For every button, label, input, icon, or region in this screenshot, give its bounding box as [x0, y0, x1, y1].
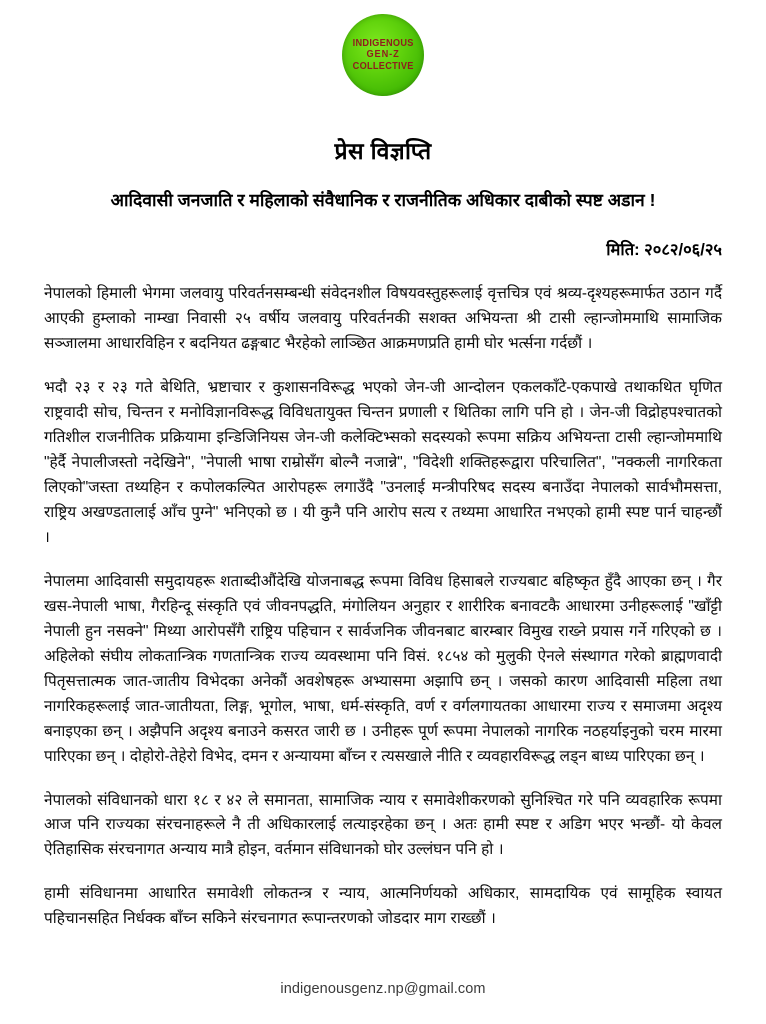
contact-email[interactable]: indigenousgenz.np@gmail.com [280, 981, 486, 997]
logo-header [0, 0, 766, 96]
paragraph-2: भदौ २३ र २३ गते बेथिति, भ्रष्टाचार र कुशासनविरूद्ध भएको जेन-जी आन्दोलन एकलकाँटे-एकपाखे तथाकथित घृणित राष्ट्रवादी सोच, चिन्तन र मनोविज्ञानविरूद्ध विविधतायुक्त चिन्तन प्रणाली र थितिका लागि पनि हो । जेन-जी विद्रोहपश्चातको गतिशील राजनीतिक प्रक्रियामा इन्डिजिनियस जेन-जी कलेक्टिभ्सको सदस्यको रूपमा सक्रिय अभियन्ता टासी ल्हान्जोममाथि "हेर्दै नेपालीजस्तो नदेखिने", "नेपाली भाषा राम्रोसँग बोल्नै नजान्ने", "विदेशी शक्तिहरूद्वारा परिचालित", "नक्कली नागरिकता लिएको"जस्ता तथ्यहिन र कपोलकल्पित आरोपहरू लगाउँदै "उनलाई मन्त्रीपरिषद सदस्य बनाउँदा नेपालको सार्वभौमसत्ता, राष्ट्रिय अखण्डतालाई आँच पुग्ने" भनिएको छ । यी कुनै पनि आरोप सत्य र तथ्यमा आधारित नभएको हामी स्पष्ट पार्न चाहन्छौं । [44, 379, 722, 546]
logo-line-1: INDIGENOUS [352, 38, 414, 50]
organization-logo-icon [342, 14, 424, 96]
paragraph-3: नेपालमा आदिवासी समुदायहरू शताब्दीऔंदेखि योजनाबद्ध रूपमा विविध हिसाबले राज्यबाट बहिष्कृत हुँदै आएका छन् । गैर खस-नेपाली भाषा, गैरहिन्दू संस्कृति एवं जीवनपद्धति, मंगोलियन अनुहार र शारीरिक बनावटकै आधारमा उनीहरूलाई "खाँट्टी नेपाली हुन नसक्ने" मिथ्या आरोपसँगै राष्ट्रिय पहिचान र सार्वजनिक जीवनबाट बारम्बार विमुख राख्ने प्रयास गर्ने गरिएको छ । अहिलेको संघीय लोकतान्त्रिक गणतान्त्रिक राज्य व्यवस्थामा पनि विसं. १८५४ को मुलुकी ऐनले संस्थागत गरेको ब्राह्मणवादी पितृसत्तात्मक जात-जातीय विभेदका अनेकौं अवशेषहरू अभ्यासमा अझापि छन् । जसको कारण आदिवासी महिला तथा नागरिकहरूलाई जात-जातीयता, लिङ्ग, भूगोल, भाषा, धर्म-संस्कृति, वर्ण र वर्गलगायतका आधारमा राज्य र समाजमा अदृश्य बनाइएका छन् । अझैपनि अदृश्य बनाउने कसरत जारी छ । उनीहरू पूर्ण रूपमा नेपालको नागरिक नठहर्याइनुको चरम मारमा पारिएका छन् । दोहोरो-तेहेरो विभेद, दमन र अन्यायमा बाँच्न र त्यसखाले नीति र व्यवहारविरूद्ध लड्न बाध्य पारिएका छन् । [44, 572, 722, 765]
document-footer [0, 980, 766, 998]
logo-line-3: COLLECTIVE [352, 60, 414, 72]
document-subtitle: आदिवासी जनजाति र महिलाको संवैधानिक र राजनीतिक अधिकार दाबीको स्पष्ट अडान ! [110, 190, 656, 210]
body-text [44, 282, 722, 932]
paragraph-5: हामी संविधानमा आधारित समावेशी लोकतन्त्र र न्याय, आत्मनिर्णयको अधिकार, सामदायिक एवं सामूहिक स्वायत पहिचानसहित निर्धक्क बाँच्न सकिने संरचनागत रूपान्तरणको जोडदार माग राख्छौं । [44, 885, 722, 928]
page-title: प्रेस विज्ञप्ति [334, 138, 432, 164]
document-date: मिति: २०८२/०६/२५ [606, 241, 722, 260]
paragraph-1: नेपालको हिमाली भेगमा जलवायु परिवर्तनसम्बन्धी संवेदनशील विषयवस्तुहरूलाई वृत्तचित्र एवं श्रव्य-दृश्यहरूमार्फत उठान गर्दै आएकी हुम्लाको नाम्खा निवासी २५ वर्षीय जलवायु परिवर्तनकी सशक्त अभियन्ता श्री टासी ल्हान्जोममाथि सामाजिक सञ्जालमा आधारविहिन र बदनियत ढङ्गबाट भैरहेको लाञ्छित आक्रमणप्रति हामी घोर भर्त्सना गर्दछौं । [44, 285, 722, 353]
document-body [0, 134, 766, 932]
paragraph-4: नेपालको संविधानको धारा १८ र ४२ ले समानता, सामाजिक न्याय र समावेशीकरणको सुनिश्चित गरे पनि व्यवहारिक रूपमा आज पनि राज्यका संरचनाहरूले नै ती अधिकारलाई लत्याइरहेका छन् । अतः हामी स्पष्ट र अडिग भएर भन्छौं- यो केवल ऐतिहासिक संरचनागत अन्याय मात्रै होइन, वर्तमान संविधानको घोर उल्लंघन पनि हो । [44, 791, 722, 859]
logo-line-2: GEN-Z [366, 49, 400, 61]
